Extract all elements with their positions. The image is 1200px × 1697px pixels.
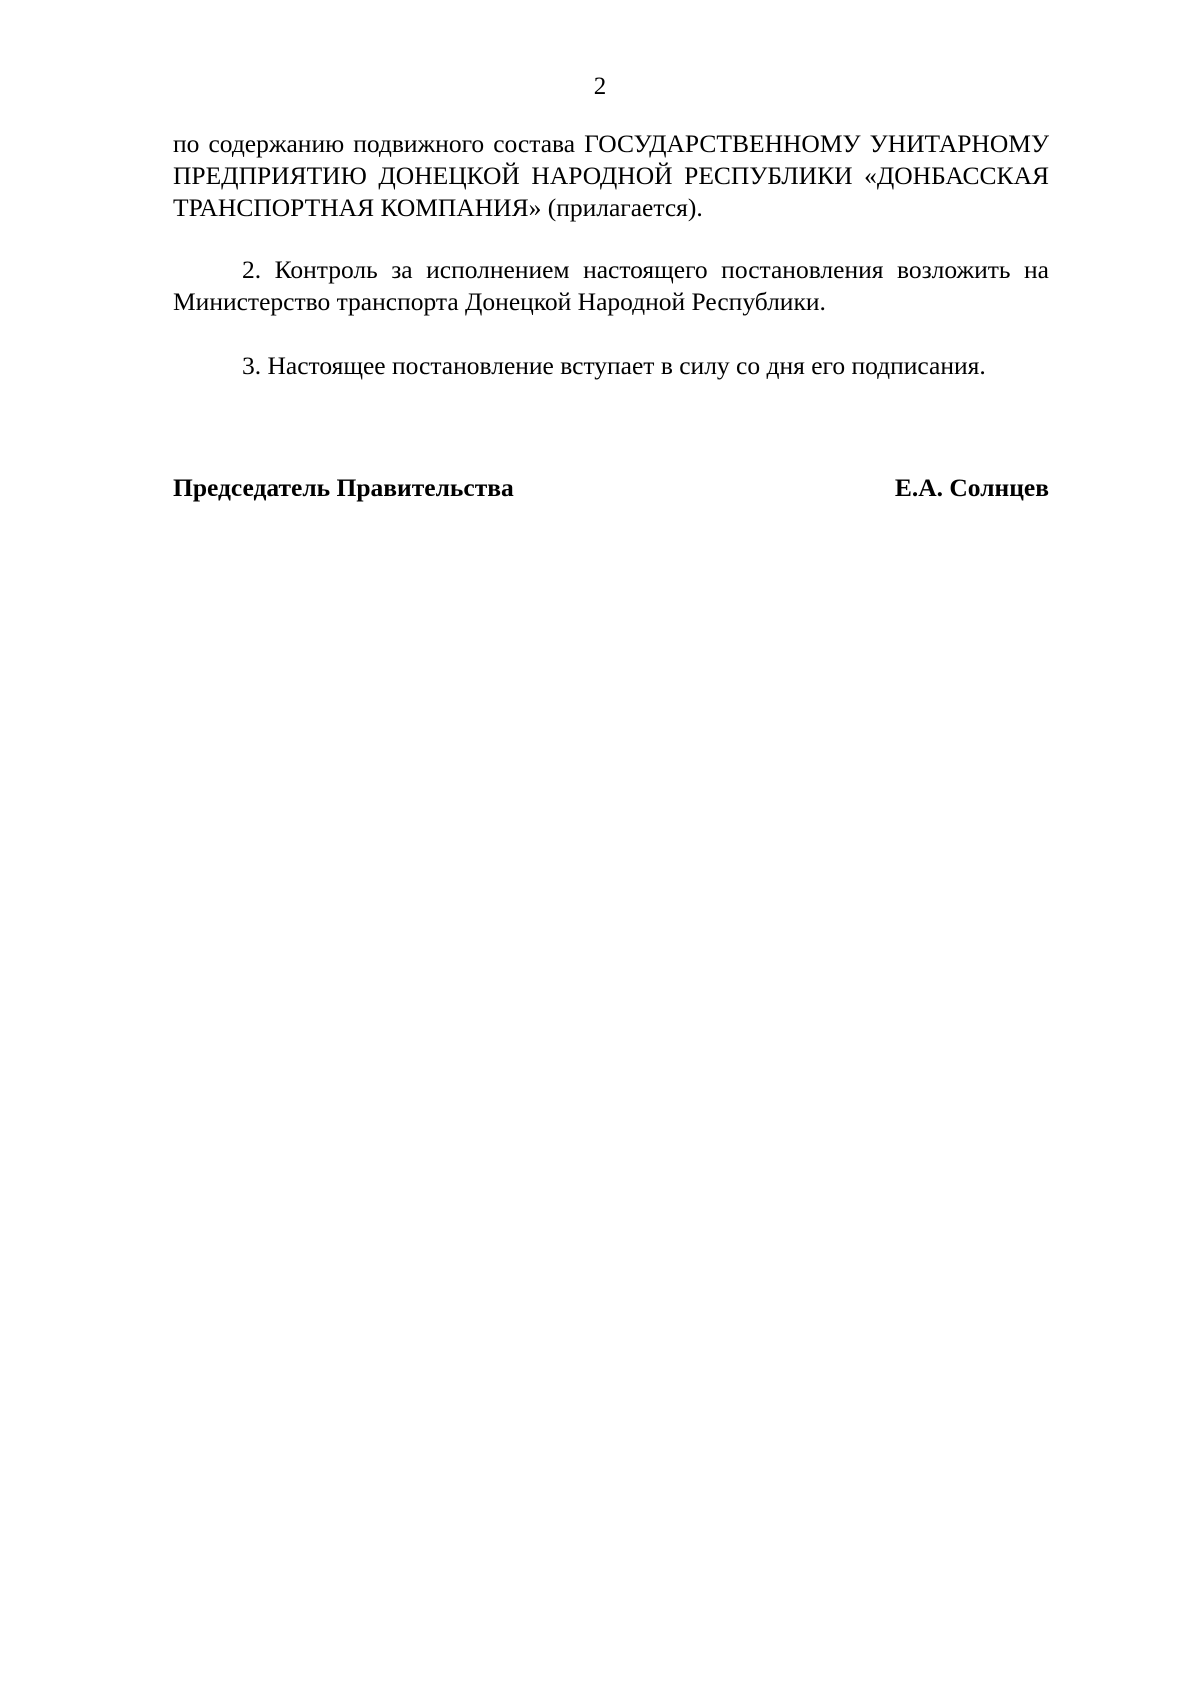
paragraph-item-2: 2. Контроль за исполнением настоящего постановления возложить на Министерство транспорта Донецкой Народной Республики. <box>173 255 1049 316</box>
signature-block <box>173 472 1049 504</box>
signatory-position: Председатель Правительства <box>173 473 514 502</box>
page-number: 2 <box>593 73 607 100</box>
paragraph-continuation: по содержанию подвижного состава ГОСУДАРСТВЕННОМУ УНИТАРНОМУ ПРЕДПРИЯТИЮ ДОНЕЦКОЙ НАРОДНОЙ РЕСПУБЛИКИ «ДОНБАССКАЯ ТРАНСПОРТНАЯ КОМПАНИЯ» (прилагается). <box>173 129 1049 222</box>
signatory-name: Е.А. Солнцев <box>894 473 1049 502</box>
document-body <box>173 128 1049 382</box>
paragraph-item-3: 3. Настоящее постановление вступает в силу со дня его подписания. <box>242 351 986 380</box>
